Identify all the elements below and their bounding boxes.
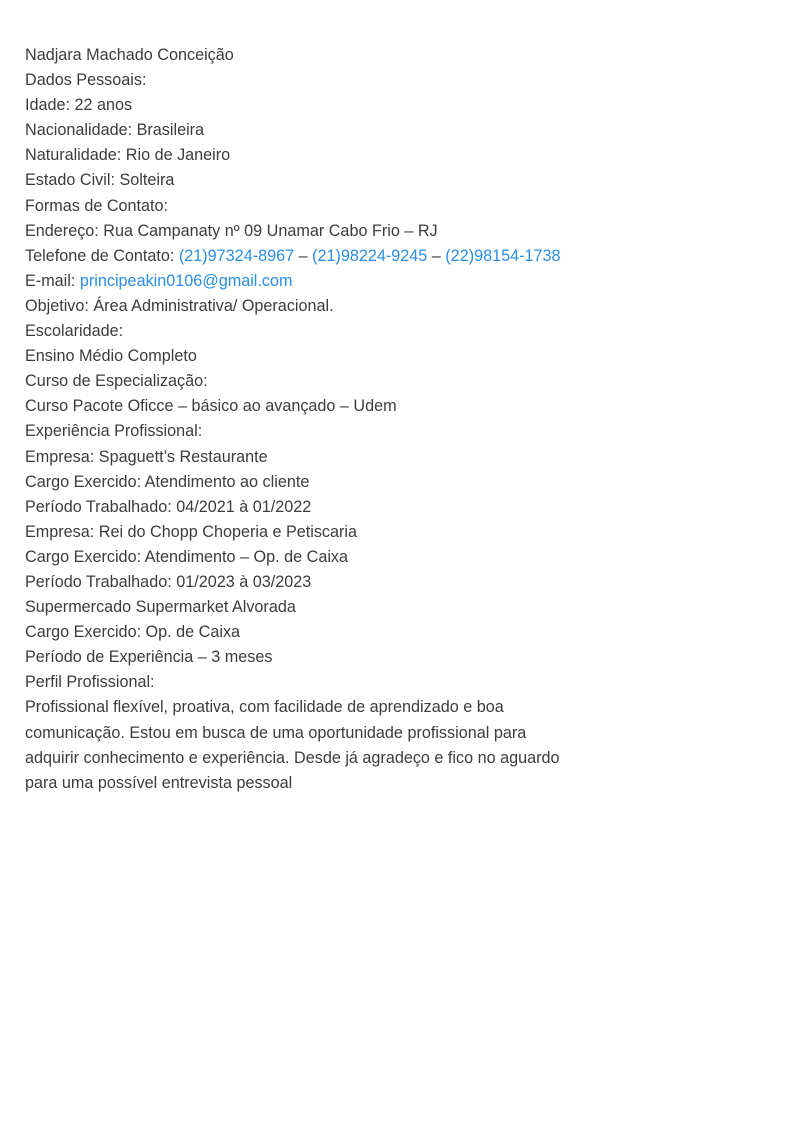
profile-text-line: adquirir conhecimento e experiência. Desde já agradeço e fico no aguardo xyxy=(25,748,560,767)
job-period: Período Trabalhado: 04/2021 à 01/2022 xyxy=(25,497,312,516)
course-text: Curso Pacote Oficce – básico ao avançado – Udem xyxy=(25,397,397,416)
phone-separator: – xyxy=(427,246,446,265)
phone-separator: – xyxy=(294,246,313,265)
job-company: Empresa: Rei do Chopp Choperia e Petiscaria xyxy=(25,522,358,541)
phone-link-1[interactable]: (21)97324-8967 xyxy=(178,246,295,265)
address-text: Endereço: Rua Campanaty nº 09 Unamar Cabo Frio – RJ xyxy=(25,221,438,240)
age-text: Idade: 22 anos xyxy=(25,96,133,115)
phone-link-3[interactable]: (22)98154-1738 xyxy=(445,246,561,265)
job-period: Período de Experiência – 3 meses xyxy=(25,648,273,667)
phone-line xyxy=(25,244,625,269)
profile-text-line: comunicação. Estou em busca de uma oportunidade profissional para xyxy=(25,723,527,742)
profile-text-line: Profissional flexível, proativa, com facilidade de aprendizado e boa xyxy=(25,698,504,717)
personal-data-heading: Dados Pessoais: xyxy=(25,71,147,90)
email-link[interactable]: principeakin0106@gmail.com xyxy=(79,271,293,290)
job-role: Cargo Exercido: Op. de Caixa xyxy=(25,623,241,642)
profile-text-line: para uma possível entrevista pessoal xyxy=(25,773,293,792)
job-period: Período Trabalhado: 01/2023 à 03/2023 xyxy=(25,572,312,591)
email-label: E-mail: xyxy=(25,271,80,290)
profile-heading: Perfil Profissional: xyxy=(25,673,155,692)
course-heading: Curso de Especialização: xyxy=(25,372,208,391)
education-level: Ensino Médio Completo xyxy=(25,347,197,366)
phone-label: Telefone de Contato: xyxy=(25,246,179,265)
experience-heading: Experiência Profissional: xyxy=(25,422,203,441)
job-company: Supermercado Supermarket Alvorada xyxy=(25,598,296,617)
marital-status-text: Estado Civil: Solteira xyxy=(25,171,175,190)
contact-heading: Formas de Contato: xyxy=(25,196,169,215)
job-role: Cargo Exercido: Atendimento ao cliente xyxy=(25,472,310,491)
birthplace-text: Naturalidade: Rio de Janeiro xyxy=(25,146,231,165)
objective-text: Objetivo: Área Administrativa/ Operacional. xyxy=(25,296,334,315)
email-line xyxy=(25,269,625,294)
resume-document xyxy=(25,43,625,796)
job-role: Cargo Exercido: Atendimento – Op. de Caixa xyxy=(25,547,349,566)
job-company: Empresa: Spaguett’s Restaurante xyxy=(25,447,268,466)
phone-link-2[interactable]: (21)98224-9245 xyxy=(312,246,428,265)
nationality-text: Nacionalidade: Brasileira xyxy=(25,121,205,140)
education-heading: Escolaridade: xyxy=(25,322,124,341)
candidate-name: Nadjara Machado Conceição xyxy=(25,46,234,64)
